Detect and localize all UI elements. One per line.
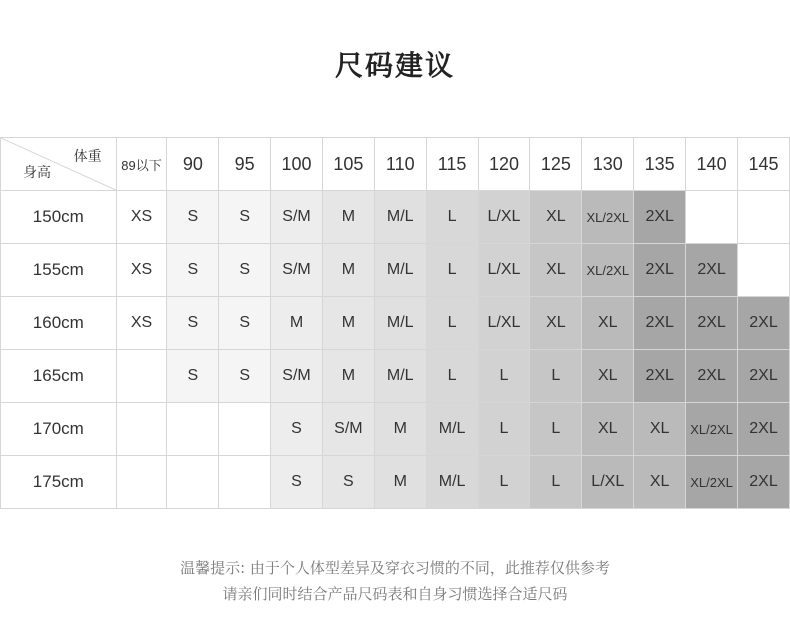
weight-header-cell: 130 [582,138,634,191]
size-cell: 2XL [634,350,686,403]
size-cell: L [530,350,582,403]
weight-header-row [1,138,790,191]
size-cell [738,191,790,244]
size-cell [116,350,167,403]
size-cell: L/XL [582,456,634,509]
size-cell: L/XL [478,297,530,350]
size-cell: S/M [271,244,323,297]
height-header-cell: 155cm [1,244,117,297]
size-cell: XL [530,244,582,297]
size-cell: L [530,456,582,509]
size-cell: XL/2XL [582,244,634,297]
size-cell: 2XL [634,191,686,244]
weight-header-cell: 115 [426,138,478,191]
table-row [1,456,790,509]
table-row [1,403,790,456]
size-recommendation-table [0,137,790,509]
weight-axis-label: 体重 [73,149,102,165]
size-cell: S [167,350,219,403]
size-cell: M [322,244,374,297]
size-cell: 2XL [686,297,738,350]
size-cell [116,403,167,456]
size-cell: S/M [271,350,323,403]
size-cell: XS [116,297,167,350]
size-cell [167,403,219,456]
size-cell: S/M [322,403,374,456]
weight-header-cell: 90 [167,138,219,191]
weight-header-cell: 105 [322,138,374,191]
size-cell: XL [530,191,582,244]
table-body [1,138,790,509]
size-cell [167,456,219,509]
size-cell: S [271,456,323,509]
size-cell: L [426,350,478,403]
size-cell: M/L [374,244,426,297]
size-cell: XL [530,297,582,350]
size-cell [219,403,271,456]
size-cell: M [271,297,323,350]
size-cell: L [426,297,478,350]
height-header-cell: 150cm [1,191,117,244]
weight-header-cell: 135 [634,138,686,191]
weight-header-cell: 140 [686,138,738,191]
size-cell: XL [582,350,634,403]
size-cell: XL [582,403,634,456]
table-row [1,350,790,403]
size-cell: 2XL [738,350,790,403]
table-row [1,244,790,297]
height-header-cell: 160cm [1,297,117,350]
size-cell: S [219,350,271,403]
weight-header-cell: 125 [530,138,582,191]
size-cell: L/XL [478,191,530,244]
weight-header-cell: 100 [271,138,323,191]
size-cell [116,456,167,509]
size-cell: XL [582,297,634,350]
weight-header-cell: 89以下 [116,138,167,191]
size-cell: XS [116,191,167,244]
size-cell: XL/2XL [686,456,738,509]
size-cell: S [219,297,271,350]
size-cell: XL [634,456,686,509]
size-cell: M/L [426,403,478,456]
size-cell: L [426,244,478,297]
size-cell: M/L [374,350,426,403]
page-title: 尺码建议 [334,49,455,82]
size-cell: S [167,244,219,297]
size-cell: M [322,297,374,350]
size-cell [738,244,790,297]
size-cell: S [167,191,219,244]
table-row [1,297,790,350]
size-cell [219,456,271,509]
size-cell: M [374,456,426,509]
table-row [1,191,790,244]
size-cell: 2XL [686,244,738,297]
size-cell: 2XL [634,297,686,350]
size-cell: 2XL [738,403,790,456]
size-cell: 2XL [634,244,686,297]
size-cell: L [530,403,582,456]
size-cell: L [478,456,530,509]
height-header-cell: 175cm [1,456,117,509]
size-cell: XS [116,244,167,297]
size-cell: M/L [374,191,426,244]
height-header-cell: 170cm [1,403,117,456]
tip-line-2: 请亲们同时结合产品尺码表和自身习惯选择合适尺码 [222,585,568,603]
weight-header-cell: 145 [738,138,790,191]
table-corner-cell [1,138,117,191]
size-cell: M/L [374,297,426,350]
size-cell: S [219,191,271,244]
size-cell: S [271,403,323,456]
size-cell: L [478,350,530,403]
size-cell: 2XL [738,297,790,350]
size-cell: 2XL [738,456,790,509]
size-cell: L [426,191,478,244]
size-cell: S [219,244,271,297]
tip-line-1: 温馨提示: 由于个人体型差异及穿衣习惯的不同，此推荐仅供参考 [180,559,610,577]
size-cell: S [167,297,219,350]
size-cell: M [322,191,374,244]
weight-header-cell: 110 [374,138,426,191]
height-header-cell: 165cm [1,350,117,403]
size-cell: XL/2XL [582,191,634,244]
weight-header-cell: 120 [478,138,530,191]
size-cell: XL [634,403,686,456]
size-cell: S/M [271,191,323,244]
size-cell: M/L [426,456,478,509]
size-cell [686,191,738,244]
size-cell: 2XL [686,350,738,403]
size-cell: M [374,403,426,456]
size-cell: L/XL [478,244,530,297]
weight-header-cell: 95 [219,138,271,191]
size-cell: S [322,456,374,509]
height-axis-label: 身高 [23,165,51,181]
size-cell: XL/2XL [686,403,738,456]
size-cell: L [478,403,530,456]
size-cell: M [322,350,374,403]
